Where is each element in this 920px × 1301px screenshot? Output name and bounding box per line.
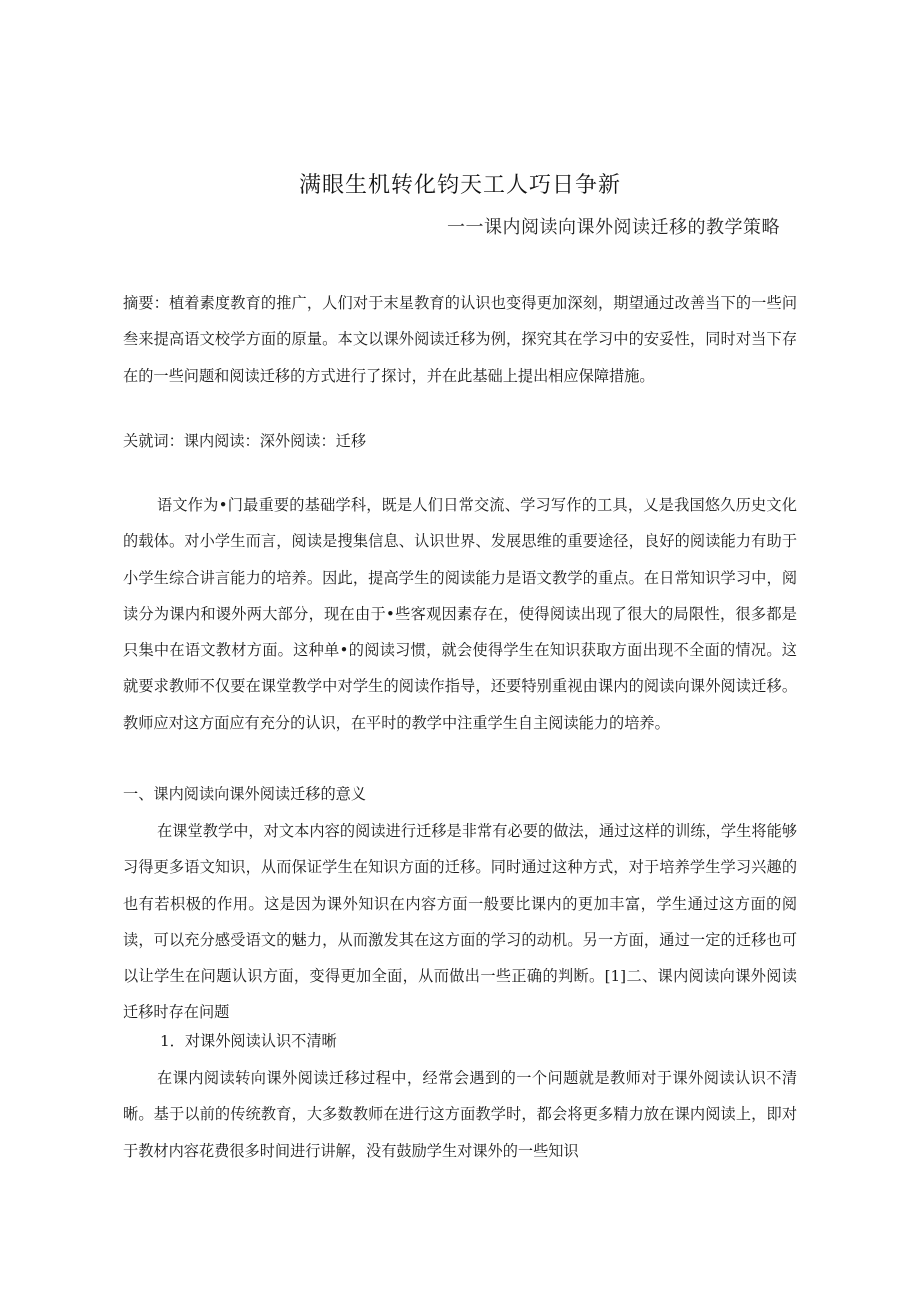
section-1-paragraph: 在课堂教学中，对文本内容的阅读进行迁移是非常有必要的做法，通过这样的训练，学生将能够习得更多语文知识，从而保证学生在知识方面的迁移。同时通过这种方式，对于培养学生学习兴趣的也有若枳极的作用。这是因为课外知识在内容方面一般要比课内的更加丰富，学生通过这方面的阅读，可以充分感受语文的魅力，从而激发其在这方面的学习的动机。另一方面，通过一定的迁移也可以让学生在问题认识方面，变得更加全面，从而做出一些正确的判断。[1]二、课内阅读向课外阅读迁移时存在问题 [123,822,797,1022]
section-heading-1: 一、课内阅读向课外阅读迁移的意义 [123,785,366,803]
document-title: 满眼生机转化钧天工人巧日争新 [298,173,621,198]
intro-paragraph: 语文作为•门最重要的基础学科，既是人们日常交流、学习写作的工具，乂是我国悠久历史文化的载体。对小学生而言，阅读是搜集信息、认识世界、发展思维的重要途径，良好的阅读能力有助于小学生综合讲言能力的培养。因此，提高学生的阅读能力是语文教学的重点。在日常知识学习中，阅读分为课内和谡外两大部分，现在由于•些客观因素存在，使得阅读出现了很大的局限性，很多都是只集中在语文教材方面。这种单•的阅读习惯，就会使得学生在知识获取方面出现不全面的情况。这就要求教师不仅要在课堂教学中对学生的阅读作指导，还要特别重视由课内的阅读向课外阅读迁移。教师应对这方面应有充分的认识，在平时的教学中注重学生自主阅读能力的培养。 [123,496,797,732]
subsection-1-paragraph: 在课内阅读转向课外阅读迁移过程中，经常会遇到的一个问题就是教师对于课外阅读认识不清晰。基于以前的传统教育，大多数教师在进行这方面教学时，都会将更多精力放在课内阅读上，即对于教材内容花费很多时间进行讲解，没有鼓励学生对课外的一些知识 [123,1069,797,1160]
subsection-heading-1: 1．对课外阅读认识不清晰 [160,1032,337,1050]
keywords-line: 关就词：课内阅读：深外阅读：迁移 [123,432,366,450]
abstract-paragraph: 摘要：植着素度教育的推广，人们对于末星教育的认识也变得更加深刻，期望通过改善当下的一些问叁来提高语文校学方面的原量。本文以课外阅读迁移为例，探究其在学习中的安妥性，同时对当下存在的一些问题和阅读迁移的方式进行了探讨，并在此基础上提出相应保障措施。 [123,294,797,385]
document-subtitle: 一一课内阅读向课外阅读迁移的教学策略 [447,217,780,238]
